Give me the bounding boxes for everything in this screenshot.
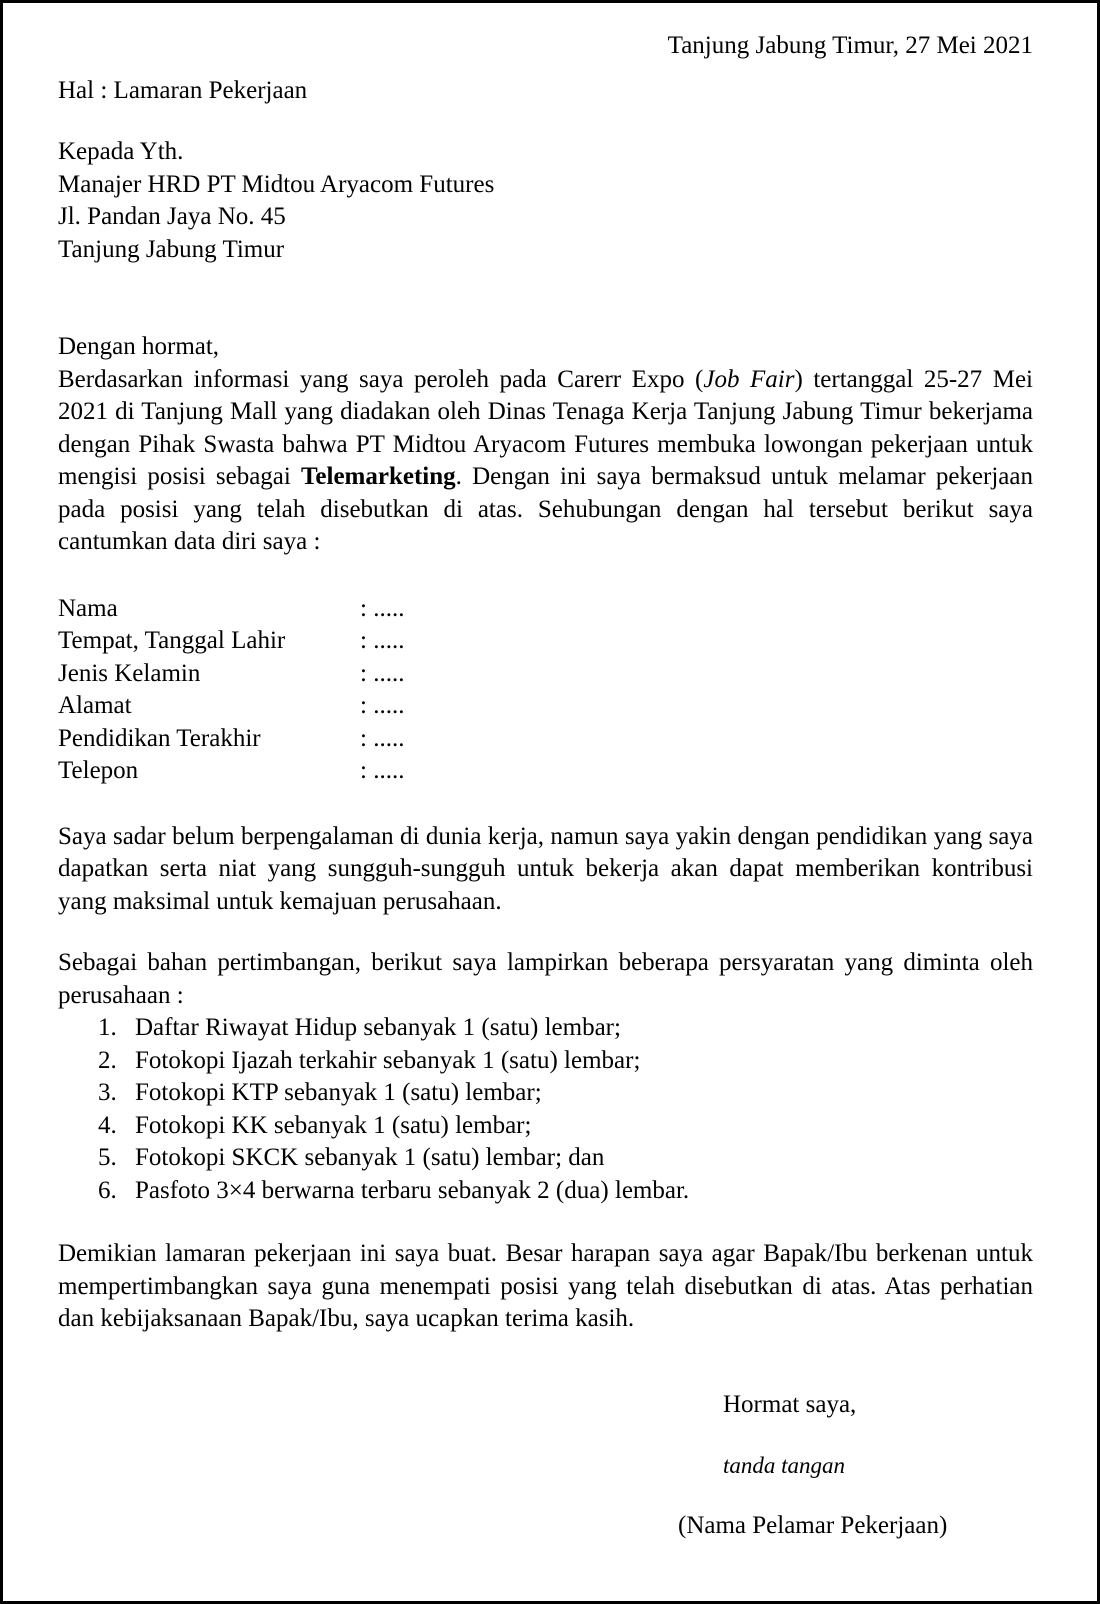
attachments-list (58, 1012, 1033, 1207)
attachment-number: 1. (98, 1014, 117, 1041)
intro-part-1: Berdasarkan informasi yang saya peroleh pada Carerr Expo ( (58, 365, 704, 393)
attachment-text: Fotokopi SKCK sebanyak 1 (satu) lembar; dan (135, 1144, 605, 1171)
attachment-number: 4. (98, 1111, 117, 1139)
data-label: Nama (58, 594, 118, 622)
attachment-item (58, 1077, 1033, 1110)
attachment-item (58, 1110, 1033, 1143)
intro-part-job-fair: Job Fair (703, 365, 795, 393)
intro-part-2: ) tertanggal 25-27 Mei 2021 di Tanjung Mall yang diadakan oleh Dinas Tenaga Kerja Tanjung Jabung Timur bekerjama dengan Pihak Swasta bahwa PT Midtou Aryacom Futures membuka lowongan pekerjaan untuk mengisi posisi sebagai (58, 365, 1034, 490)
recipient-address: Jl. Pandan Jaya No. 45 (58, 203, 286, 230)
data-value: : ..... (360, 627, 405, 654)
confidence-paragraph: Saya sadar belum berpengalaman di dunia kerja, namun saya yakin dengan pendidikan yang saya dapatkan serta niat yang sungguh-sungguh untuk bekerja akan dapat memberikan kontribusi yang maksimal untuk kemajuan perusahaan. (58, 822, 1033, 915)
attachments-intro-paragraph: Sebagai bahan pertimbangan, berikut saya lampirkan beberapa persyaratan yang diminta oleh perusahaan : (58, 949, 1033, 1009)
data-value: : ..... (360, 757, 405, 784)
recipient-city: Tanjung Jabung Timur (58, 235, 285, 263)
recipient-name: Manajer HRD PT Midtou Aryacom Futures (58, 170, 495, 198)
attachment-number: 5. (98, 1144, 117, 1171)
attachment-number: 2. (98, 1046, 117, 1074)
recipient-block (58, 136, 1033, 266)
attachment-number: 3. (98, 1079, 117, 1106)
signature-salutation: Hormat saya, (723, 1390, 857, 1418)
attachment-item (58, 1142, 1033, 1175)
attachment-item (58, 1012, 1033, 1045)
intro-part-position: Telemarketing (301, 463, 456, 490)
data-row-telepon (58, 755, 1033, 788)
subject-line: Hal : Lamaran Pekerjaan (58, 76, 308, 104)
recipient-salutation: Kepada Yth. (58, 138, 184, 165)
data-row-nama (58, 593, 1033, 626)
attachment-text: Fotokopi KK sebanyak 1 (satu) lembar; (135, 1111, 532, 1139)
data-value: : ..... (360, 594, 405, 622)
attachment-number: 6. (98, 1176, 117, 1204)
data-label: Jenis Kelamin (58, 659, 201, 687)
data-row-tempat-tanggal-lahir (58, 625, 1033, 658)
letter-content (3, 3, 1097, 1542)
data-label: Alamat (58, 692, 132, 719)
data-label: Tempat, Tanggal Lahir (58, 627, 286, 654)
attachment-text: Fotokopi Ijazah terkahir sebanyak 1 (satu) lembar; (135, 1046, 641, 1074)
data-value: : ..... (360, 659, 405, 687)
attachment-item (58, 1045, 1033, 1078)
attachment-text: Daftar Riwayat Hidup sebanyak 1 (satu) lembar; (135, 1014, 621, 1041)
data-value: : ..... (360, 692, 405, 719)
intro-part-3: . Dengan ini saya bermaksud untuk melamar pekerjaan pada posisi yang telah disebutkan di atas. Sehubungan dengan hal tersebut berikut saya cantumkan data diri saya : (58, 463, 1033, 555)
data-row-pendidikan-terakhir (58, 723, 1033, 756)
signature-placeholder: tanda tangan (723, 1453, 846, 1478)
attachment-text: Pasfoto 3×4 berwarna terbaru sebanyak 2 (dua) lembar. (135, 1176, 690, 1204)
attachment-item (58, 1175, 1033, 1208)
opening-salutation: Dengan hormat, (58, 333, 220, 360)
closing-paragraph: Demikian lamaran pekerjaan ini saya buat. Besar harapan saya agar Bapak/Ibu berkenan untuk mempertimbangkan saya guna menempati posisi yang telah disebutkan di atas. Atas perhatian dan kebijaksanaan Bapak/Ibu, saya ucapkan terima kasih. (58, 1240, 1033, 1332)
personal-data-table (58, 593, 1033, 788)
attachment-text: Fotokopi KTP sebanyak 1 (satu) lembar; (135, 1079, 542, 1106)
data-value: : ..... (360, 724, 405, 752)
signature-name-placeholder: (Nama Pelamar Pekerjaan) (678, 1511, 948, 1539)
data-label: Pendidikan Terakhir (58, 724, 261, 752)
data-label: Telepon (58, 757, 139, 784)
data-row-jenis-kelamin (58, 658, 1033, 691)
data-row-alamat (58, 690, 1033, 723)
intro-paragraph (58, 364, 1033, 559)
signature-block (58, 1389, 1033, 1543)
date-line: Tanjung Jabung Timur, 27 Mei 2021 (667, 32, 1033, 59)
